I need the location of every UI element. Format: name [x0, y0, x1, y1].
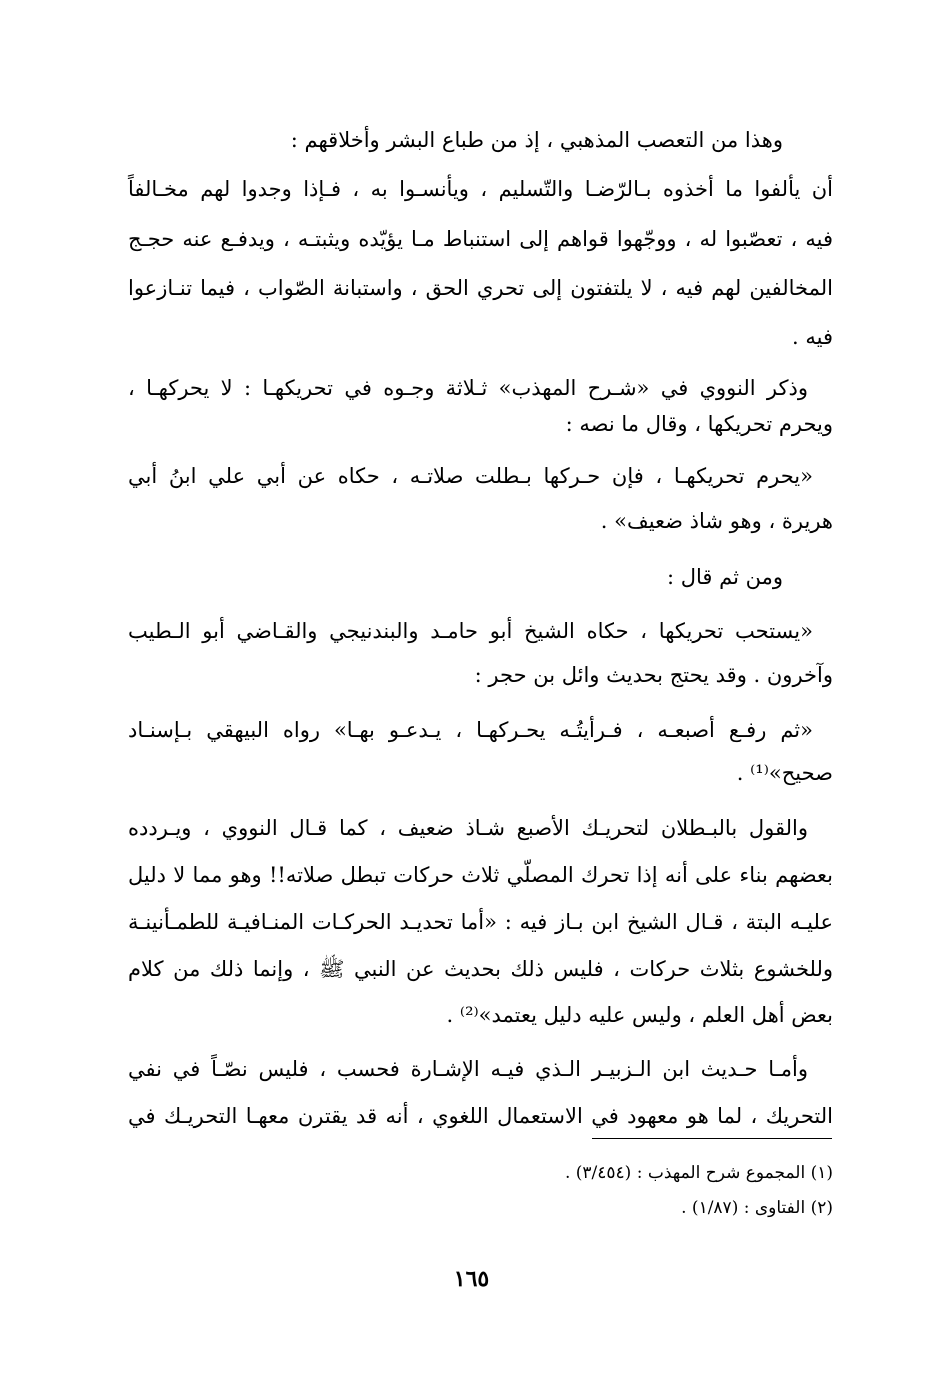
page-number: ١٦٥	[453, 1266, 490, 1292]
text-line-11: عليـه البتة ، قـال الشيخ ابن بـاز فيه : «أما تحديـد الحركـات المنـافيـة للطمـأنينـة	[128, 910, 833, 934]
quote-line-5: «ثم رفـع أصبعـه ، فـرأيتُـه يحـركهـا ، يـدعـو بهـا» رواه البيهقي بـإسنـاد	[128, 718, 813, 742]
text-line-5: فيه .	[792, 325, 833, 349]
quote-line-1: «يحرم تحريكهـا ، فإن حـركها بـطلت صلاتـه ، حكاه عن أبي علي ابنُ أبي	[128, 464, 813, 488]
quote-line-2: هريرة ، وهو شاذ ضعيف» .	[600, 509, 833, 533]
text-line-3: فيه ، تعصّبوا له ، ووجّهوا قواهم إلى استنباط مـا يؤيّده ويثبتـه ، ويدفـع عنه حجـج	[128, 227, 833, 251]
text-line-8: ومن ثم قال :	[667, 565, 783, 589]
footnote-1: (١) المجموع شرح المهذب : (٣/٤٥٤) .	[564, 1163, 833, 1183]
text-line-6: وذكر النووي في «شـرح المهذب» ثـلاثة وجـوه في تحريكهـا : لا يحركهـا ،	[128, 376, 808, 400]
text-line-14: وأمـا حـديث ابن الـزبيـر الـذي فيـه الإشـارة فحسب ، فليس نصّـاً في نفي	[128, 1057, 808, 1081]
footnote-separator	[592, 1138, 832, 1139]
text-line-9: والقول بالبـطلان لتحريـك الأصبع شـاذ ضعيف ، كما قـال النووي ، ويـردده	[128, 816, 808, 840]
text-line-12: وللخشوع بثلاث حركات ، فليس ذلك بحديث عن النبي ﷺ ، وإنما ذلك من كلام	[128, 957, 833, 981]
text-line-13: بعض أهل العلم ، وليس عليه دليل يعتمد»⁽²⁾ .	[446, 1003, 833, 1027]
quote-line-3: «يستحب تحريكها ، حكاه الشيخ أبو حامـد والبندنيجي والقـاضي أبو الـطيب	[128, 619, 813, 643]
footnote-2: (٢) الفتاوى : (١/٨٧) .	[681, 1198, 833, 1218]
quote-line-4: وآخرون . وقد يحتج بحديث وائل بن حجر :	[474, 663, 833, 687]
text-line-2: أن يألفوا ما أخذوه بـالرّضـا والتّسليم ، ويأنسـوا به ، فـإذا وجدوا لهم مخـالفاً	[128, 177, 833, 201]
text-line-15: التحريك ، لما هو معهود في الاستعمال اللغوي ، أنه قد يقترن معهـا التحريـك في	[128, 1104, 833, 1128]
text-line-4: المخالفين لهم فيه ، لا يلتفتون إلى تحري الحق ، واستبانة الصّواب ، فيما تنـازعوا	[128, 276, 833, 300]
text-line-10: بعضهم بناء على أنه إذا تحرك المصلّي ثلاث حركات تبطل صلاته!! وهو مما لا دليل	[128, 863, 833, 887]
quote-line-6: صحيح»⁽¹⁾ .	[736, 761, 833, 785]
text-line-1: وهذا من التعصب المذهبي ، إذ من طباع البشر وأخلاقهم :	[290, 128, 783, 152]
text-line-7: ويحرم تحريكها ، وقال ما نصه :	[565, 412, 833, 436]
